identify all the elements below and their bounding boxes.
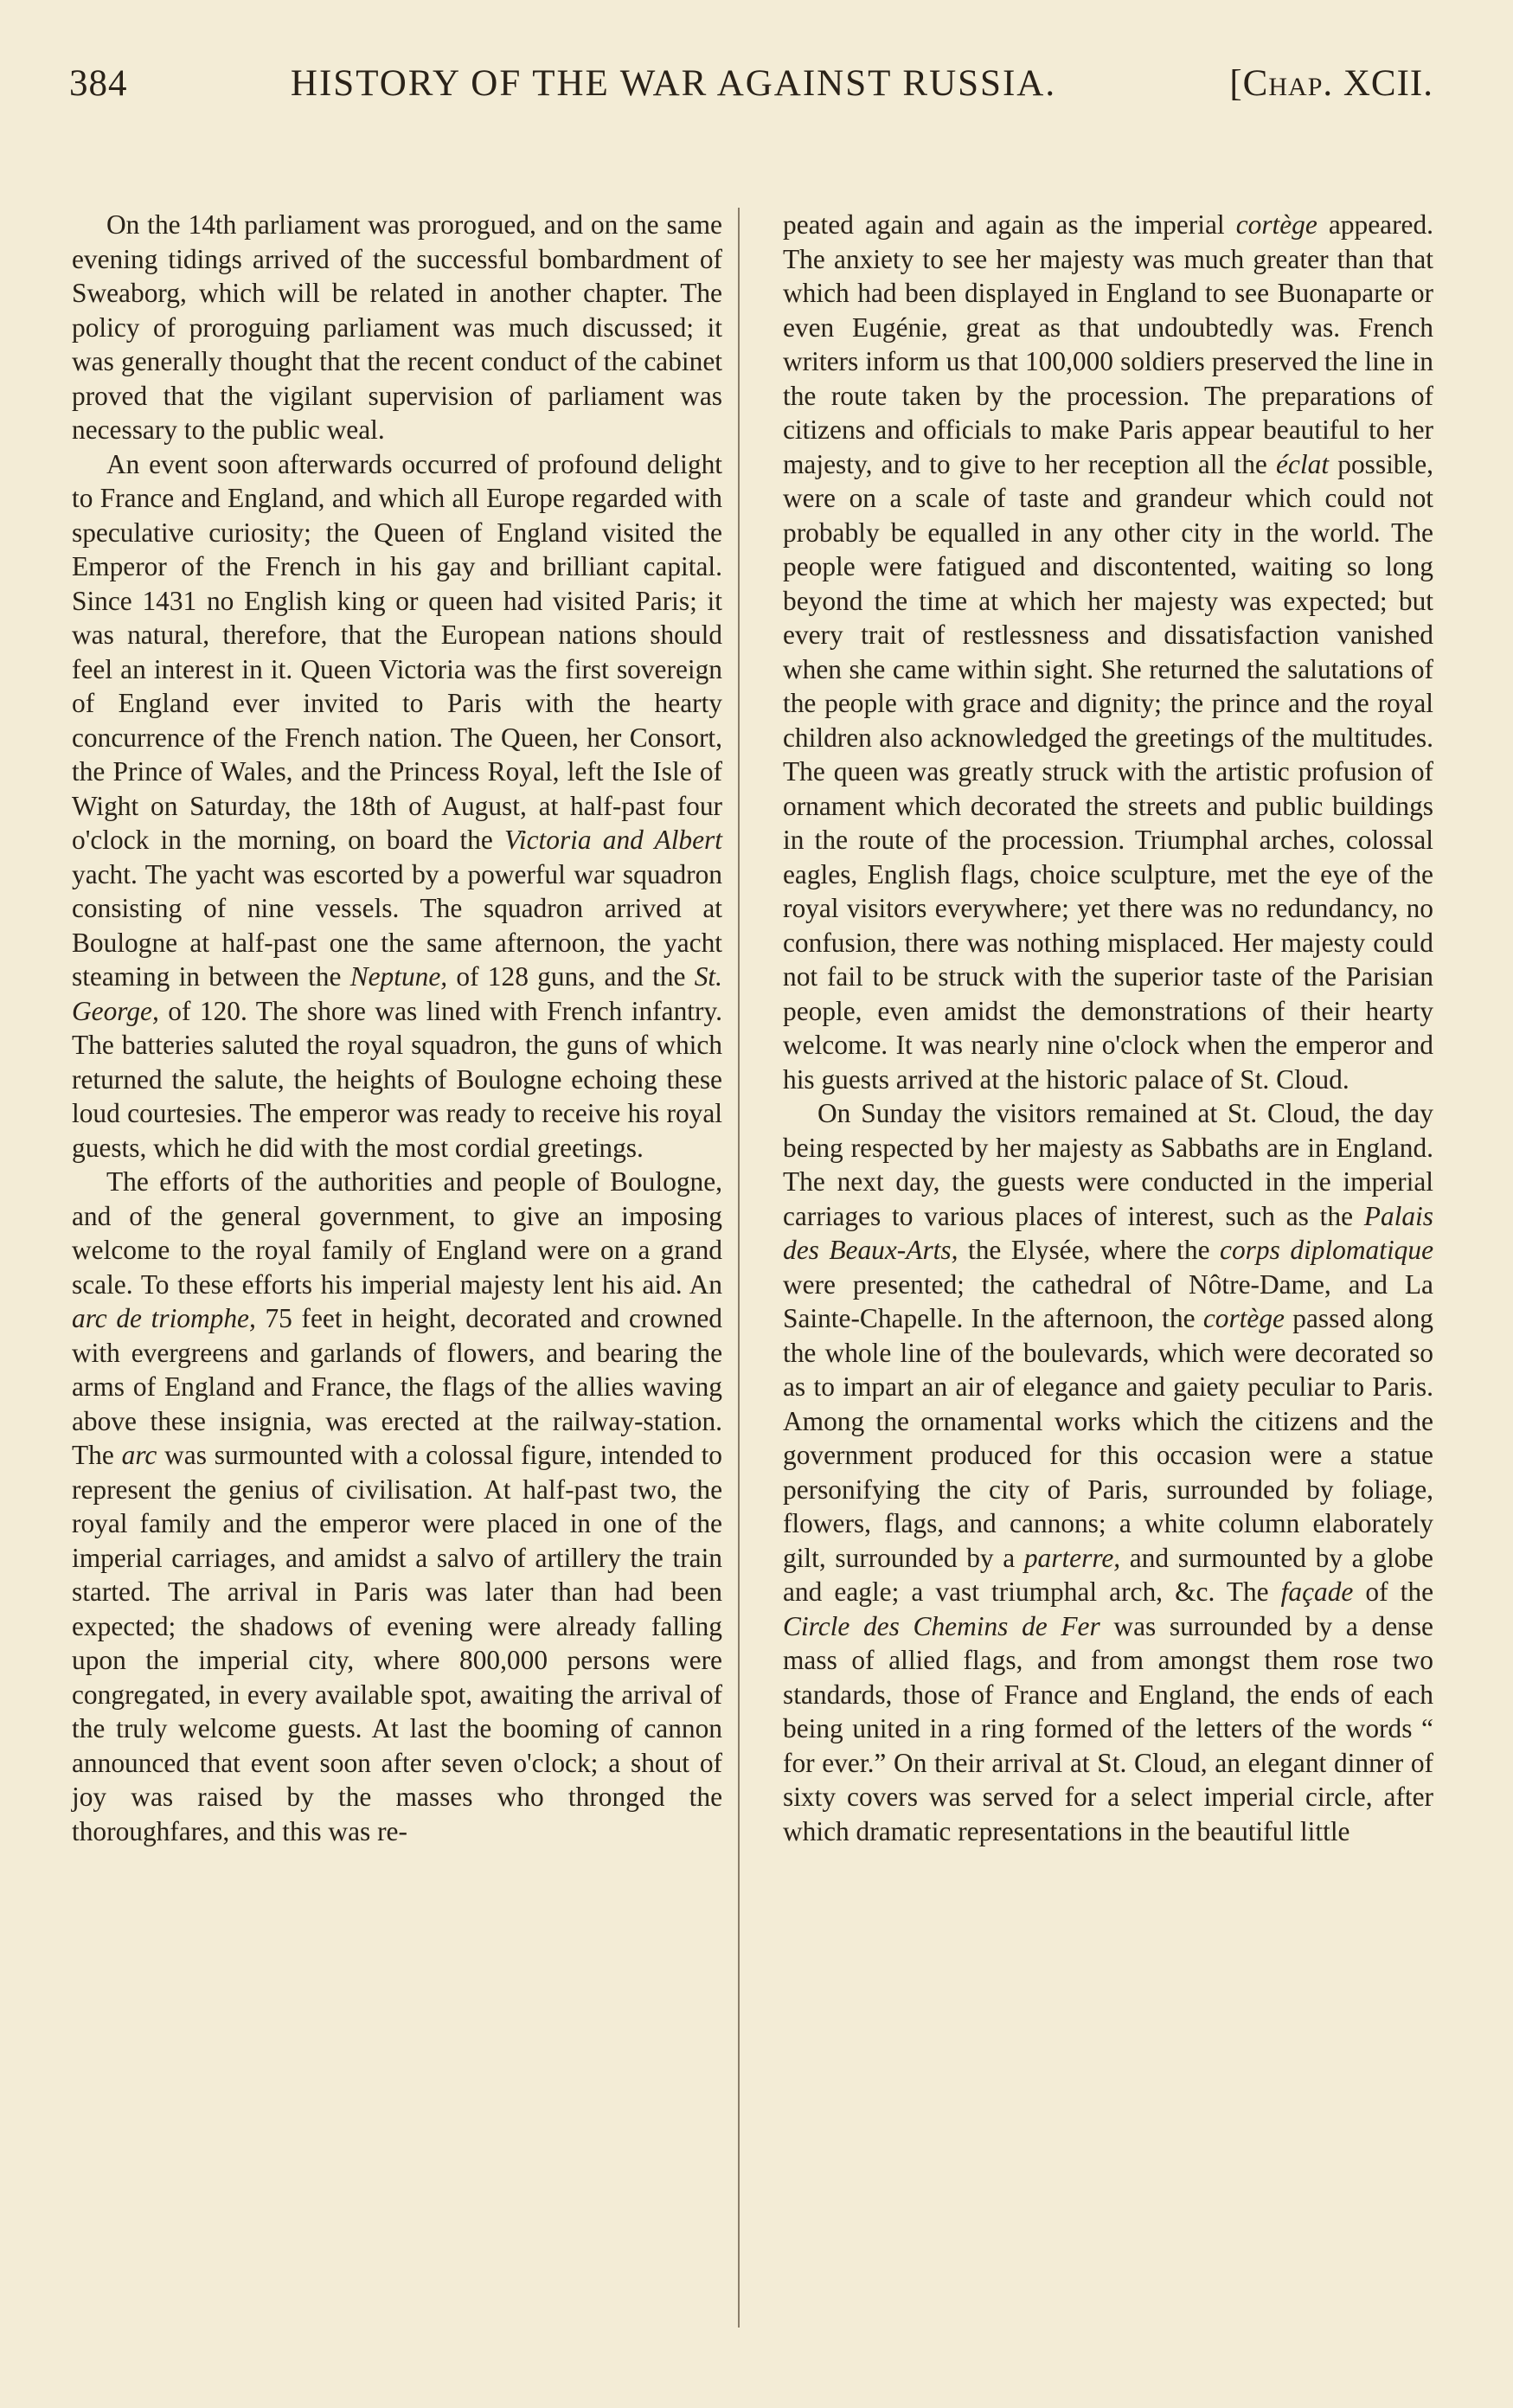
text-run: of the [1353,1576,1433,1607]
text-columns [72,208,1433,1848]
text-run: possible, were on a scale of taste and grandeur which could not probably be equalled in any other city in the world. The people were fatigued and discontented, waiting so long beyond the time at which her majesty was expected; but every trait of restlessness and dissatisfaction vanished when she came within sight. She returned the salutations of the people with grace and dignity; the prince and the royal children also acknowledged the greetings of the multitudes. The queen was greatly struck with the artistic profusion of ornament which decorated the streets and public buildings in the route of the procession. Triumphal arches, colossal eagles, English flags, choice sculpture, met the eye of the royal visitors everywhere; yet there was no redundancy, no confusion, there was nothing misplaced. Her majesty could not fail to be struck with the superior taste of the Parisian people, even amidst the demonstrations of their hearty welcome. It was nearly nine o'clock when the emperor and his guests arrived at the historic palace of St. Cloud. [783,448,1433,1095]
page-number: 384 [69,63,128,104]
text-run: 75 feet in height, decorated and crowned with evergreens and garlands of flowers, and bearing the arms of England and France, the flags of the allies waving above these insignia, was erected at the railway-station. The [72,1303,722,1470]
left-column [72,208,722,1848]
italic-text: arc [121,1440,157,1470]
italic-text: Palais des Beaux-Arts, [783,1200,1433,1265]
text-run: On the 14th parliament was prorogued, and on the same evening tidings arrived of the successful bombardment of Sweaborg, which will be related in another chapter. The policy of proroguing parliament was much discussed; it was generally thought that the recent conduct of the cabinet proved that the vigilant supervision of parliament was necessary to the public weal. [72,209,722,445]
paragraph [783,1096,1433,1848]
text-run: yacht. The yacht was escorted by a powerful war squadron consisting of nine vessels. The squadron arrived at Boulogne at half-past one the same afternoon, the yacht steaming in between the [72,858,722,992]
paragraph [72,1165,722,1848]
italic-text: cortège [1202,1303,1285,1333]
running-title: HISTORY OF THE WAR AGAINST RUSSIA. [290,63,1057,104]
paragraph [72,447,722,1165]
text-run: peated again and again as the imperial [783,209,1236,240]
italic-text: Neptune, [349,961,448,992]
text-run: of 120. The shore was lined with French infantry. The batteries saluted the royal squadron, the guns of which returned the salute, the heights of Boulogne echoing these loud courtesies. The emperor was ready to receive his royal guests, which he did with the most cordial greetings. [72,995,722,1163]
italic-text: Circle des Chemins de Fer [783,1610,1100,1641]
column-divider [738,208,740,2328]
text-run: The efforts of the authorities and people of Boulogne, and of the general government, to give an imposing welcome to the royal family of England were on a grand scale. To these efforts his imperial majesty lent his aid. An [72,1166,722,1300]
paragraph [72,208,722,447]
text-run: were presented; the cathedral of Nôtre-Dame, and La Sainte-Chapelle. In the afternoon, the [783,1268,1433,1333]
italic-text: façade [1280,1576,1354,1607]
running-header [69,62,1433,123]
italic-text: St. George, [72,961,722,1026]
text-run: the Elysée, where the [958,1235,1221,1265]
text-run: passed along the whole line of the boulevards, which were decorated so as to impart an air of elegance and gaiety peculiar to Paris. Among the ornamental works which the citizens and the government produced for this occasion were a statue personifying the city of Paris, surrounded by foliage, flowers, flags, and cannons; a white column elaborately gilt, surrounded by a [783,1303,1434,1573]
italic-text: parterre, [1023,1542,1121,1573]
chapter-label: [Chap. XCII. [1229,63,1433,104]
text-run: was surrounded by a dense mass of allied flags, and from amongst them rose two standards, those of France and England, the ends of each being united in a ring formed of the letters of the words “ for ever.” On their arrival at St. Cloud, an elegant dinner of sixty covers was served for a select imperial circle, after which dramatic representations in the beautiful little [783,1610,1433,1846]
text-run: An event soon afterwards occurred of profound delight to France and England, and which all Europe regarded with speculative curiosity; the Queen of England visited the Emperor of the French in his gay and brilliant capital. Since 1431 no English king or queen had visited Paris; it was natural, therefore, that the European nations should feel an interest in it. Queen Victoria was the first sovereign of England ever invited to Paris with the hearty concurrence of the French nation. The Queen, her Consort, the Prince of Wales, and the Princess Royal, left the Isle of Wight on Saturday, the 18th of August, at half-past four o'clock in the morning, on board the [72,448,722,855]
italic-text: éclat [1276,448,1330,479]
italic-text: Victoria and Albert [504,825,722,855]
italic-text: arc de triomphe, [72,1303,256,1333]
text-run: was surmounted with a colossal figure, intended to represent the genius of civilisation. At half-past two, the royal family and the emperor were placed in one of the imperial carriages, and amidst a salvo of artillery the train started. The arrival in Paris was later than had been expected; the shadows of evening were already falling upon the imperial city, where 800,000 persons were congregated, in every available spot, awaiting the arrival of the truly welcome guests. At last the booming of cannon announced that event soon after seven o'clock; a shout of joy was raised by the masses who thronged the thoroughfares, and this was re- [72,1440,722,1846]
text-run: On Sunday the visitors remained at St. Cloud, the day being respected by her majesty as Sabbaths are in England. The next day, the guests were conducted in the imperial carriages to various places of interest, such as the [783,1098,1433,1231]
text-run: appeared. The anxiety to see her majesty was much greater than that which had been displayed in England to see Buonaparte or even Eugénie, great as that undoubtedly was. French writers inform us that 100,000 soldiers preserved the line in the route taken by the procession. The preparations of citizens and officials to make Paris appear beautiful to her majesty, and to give to her reception all the [783,209,1434,479]
text-run: and surmounted by a globe and eagle; a vast triumphal arch, &c. The [783,1542,1433,1607]
italic-text: corps diplomatique [1220,1235,1433,1265]
paragraph [783,208,1433,1096]
text-run: of 128 guns, and the [447,961,695,992]
italic-text: cortège [1235,209,1317,240]
right-column [783,208,1433,1848]
